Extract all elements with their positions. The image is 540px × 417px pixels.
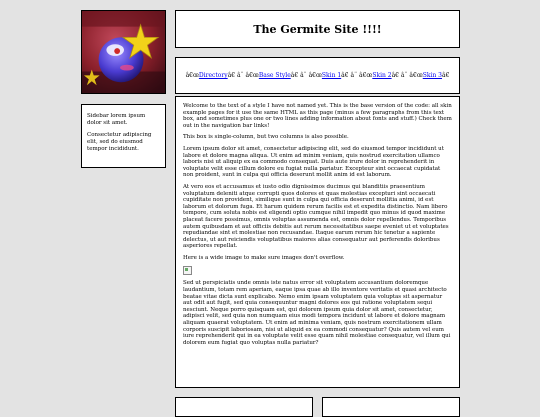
nav-suffix: â€ [442,72,450,79]
site-logo [81,10,166,94]
sidebar [81,104,166,168]
nav-link-skin-1[interactable]: Skin 1 [321,72,342,79]
nav-prefix: â€œ [308,72,322,79]
lorem-paragraph: Lorem ipsum dolor sit amet, consectetur adipiscing elit, sed do eiusmod tempor incididunt ut labore et dolore magna aliqua. Ut enim ad minim veniam, quis nostrud exercitation ullamco laboris nisi ut aliquip ex ea commodo consequat. Duis aute irure dolor in reprehenderit in voluptate velit esse cillum dolore eu fugiat nulla pariatur. Excepteur sint occaecat cupidatat non proident, sunt in culpa qui officia deserunt mollit anim id est laborum. [183,145,444,179]
column-note: This box is single-column, but two columns is also possible. [183,134,349,141]
page-title: The Germite Site !!!! [253,22,382,36]
image-note: Here is a wide image to make sure images don't overflow. [183,254,345,261]
sidebar-paragraph: Sidebar lorem ipsum dolor sit amet. [87,113,146,126]
lorem-paragraph: Sed ut perspiciatis unde omnis iste natus error sit voluptatem accusantium doloremque laudantium, totam rem aperiam, eaque ipsa quae ab illo inventore veritatis et quasi architecto beatae vitae dicta sunt explicabo. Nemo enim ipsam voluptatem quia voluptas sit aspernatur aut odit aut fugit, sed quia consequuntur magni dolores eos qui ratione voluptatem sequi nesciunt. Neque porro quisquam est, qui dolorem ipsum quia dolor sit amet, consectetur, adipisci velit, sed quia non numquam eius modi tempora incidunt ut labore et dolore magnam aliquam quaerat voluptatem. Ut enim ad minima veniam, quis nostrum exercitationem ullam corporis suscipit laboriosam, nisi ut aliquid ex ea commodi consequatur? Quis autem vel eum iure reprehenderit qui in ea voluptate velit esse quam nihil molestiae consequatur, vel illum qui dolorem eum fugiat quo voluptas nulla pariatur? [183,280,451,346]
nav-bar [175,57,460,94]
nav-suffix: â€ [341,72,349,79]
sidebar-paragraph: Consectetur adipiscing elit, sed do eiusmod tempor incididunt. [87,132,152,152]
nav-link-directory[interactable]: Directory [198,72,228,79]
title-box [175,10,460,48]
nav-prefix: â€œ [359,72,373,79]
nav-prefix: â€œ [245,72,259,79]
nav-separator: â¨ [237,72,244,79]
nav-suffix: â€ [227,72,236,79]
nav-suffix: â€ [290,72,299,79]
nav-separator: â¨ [350,72,358,79]
nav-link-base-style[interactable]: Base Style [258,72,291,79]
nav-link-skin-3[interactable]: Skin 3 [422,72,443,79]
footer-box-right [322,397,460,417]
germite-logo-image [82,11,165,93]
lorem-paragraph: At vero eos et accusamus et iusto odio dignissimos ducimus qui blanditiis praesentium voluptatum deleniti atque corrupti quos dolores et quas molestias excepturi sint occaecati cupiditate non provident, similique sunt in culpa qui officia deserunt mollitia animi, id est laborum et dolorum fuga. Et harum quidem rerum facilis est et expedita distinctio. Nam libero tempore, cum soluta nobis est eligendi optio cumque nihil impedit quo minus id quod maxime placeat facere possimus, omnis voluptas assumenda est, omnis dolor repellendus. Temporibus autem quibusdam et aut officiis debitis aut rerum necessitatibus saepe eveniet ut et voluptates repudiandae sint et molestiae non recusandae. Itaque earum rerum hic tenetur a sapiente delectus, ut aut reiciendis voluptatibus maiores alias consequatur aut perferendis doloribus asperiores repellat. [183,183,449,250]
nav-prefix: â€œ [185,72,199,79]
nav-separator: â¨ [400,72,408,79]
main-content[interactable] [175,96,460,388]
nav-separator: â¨ [300,72,307,79]
nav-link-skin-2[interactable]: Skin 2 [372,72,392,79]
nav-links [182,71,453,80]
footer-box-left [175,397,313,417]
nav-prefix: â€œ [409,72,423,79]
intro-paragraph: Welcome to the text of a style I have not named yet. This is the base version of the code: all skin example pages for it use the same HTML as this page (minus a few paragraphs from this text box, and sometimes plus one or two lines adding information about fonts and stuff.) Check them out in the navigation bar links! [183,103,452,129]
nav-suffix: â€ [391,72,399,79]
broken-image-icon [183,266,192,275]
